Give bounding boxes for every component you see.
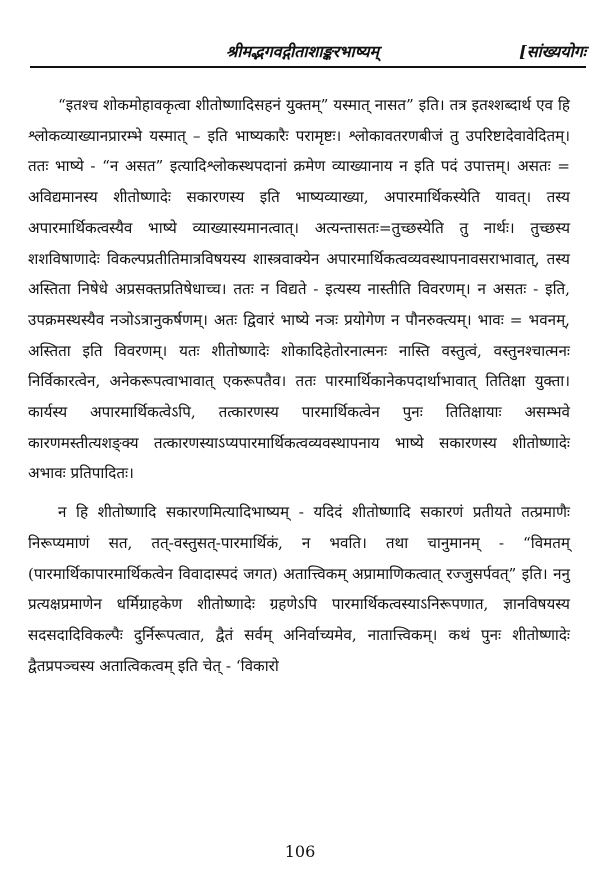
- page-body: [28, 90, 570, 681]
- paragraph-2: न हि शीतोष्णादि सकारणमित्यादिभाष्यम् - यदिदं शीतोष्णादि सकारणं प्रतीयते तत्प्रमाणैः निरूप्यमाणं सत, तत्-वस्तुसत्-पारमार्थिकं, न भवति। तथा चानुमानम् - “विमतम् (पारमार्थिकापारमार्थिकत्वेन विवादास्पदं जगत) अतात्त्विकम् अप्रामाणिकत्वात् रज्जुसर्पवत्” इति। ननु प्रत्यक्षप्रमाणेन धर्मिग्राहकेण शीतोष्णादेः ग्रहणेऽपि पारमार्थिकत्वस्याऽनिरूपणात, ज्ञानविषयस्य सदसदादिविकल्पैः दुर्निरूपत्वात, द्वैतं सर्वम् अनिर्वाच्यमेव, नातात्त्विकम्। कथं पुनः शीतोष्णादेः द्वैतप्रपञ्चस्य अतात्विकत्वम् इति चेत् - ‘विकारो: [28, 503, 570, 675]
- page-number: 106: [284, 842, 316, 861]
- running-header-section: [सांख्ययोगः: [519, 42, 586, 61]
- running-header-title: श्रीमद्भगवद्गीताशाङ्करभाष्यम्: [226, 42, 380, 61]
- running-header: [30, 36, 586, 68]
- paragraph-1: “इतश्च शोकमोहावकृत्वा शीतोष्णादिसहनं युक्तम्” यस्मात् नासत” इति। तत्र इतश्शब्दार्थ एव हि श्लोकव्याख्यानप्रारम्भे यस्मात् – इति भाष्यकारैः परामृष्टः। श्लोकावतरणबीजं तु उपरिष्टादेवावेदितम्। ततः भाष्ये - “न असत” इत्यादिश्लोकस्थपदानां क्रमेण व्याख्यानाय न इति पदं उपात्तम्। असतः = अविद्यमानस्य शीतोष्णादेः सकारणस्य इति भाष्यव्याख्या, अपारमार्थिकस्येति यावत्। तस्य अपारमार्थिकत्वस्यैव भाष्ये व्याख्यास्यमानत्वात्। अत्यन्तासतः=तुच्छस्येति तु नार्थः। तुच्छस्य शशविषाणादेः विकल्पप्रतीतिमात्रविषयस्य शास्त्रवाक्येन अपारमार्थिकत्वव्यवस्थापनावसराभावात्, तस्य अस्तिता निषेधे अप्रसक्तप्रतिषेधाच्च। ततः न विद्यते - इत्यस्य नास्तीति विवरणम्। न असतः - इति, उपक्रमस्थस्यैव नञोऽत्रानुकर्षणम्। अतः द्विवारं भाष्ये नञः प्रयोगेण न पौनरुक्त्यम्। भावः = भवनम्, अस्तिता इति विवरणम्। यतः शीतोष्णादेः शोकादिहेतोरनात्मनः नास्ति वस्तुत्वं, वस्तुनश्चात्मनः निर्विकारत्वेन, अनेकरूपत्वाभावात् एकरूपतैव। ततः पारमार्थिकानेकपदार्थाभावात् तितिक्षा युक्ता। कार्यस्य अपारमार्थिकत्वेऽपि, तत्कारणस्य पारमार्थिकत्वेन पुनः तितिक्षायाः असम्भवे कारणमस्तीत्यशङ्क्य तत्कारणस्याऽप्यपारमार्थिकत्वव्यवस्थापनाय भाष्ये सकारणस्य शीतोष्णादेः अभावः प्रतिपादितः।: [28, 96, 570, 483]
